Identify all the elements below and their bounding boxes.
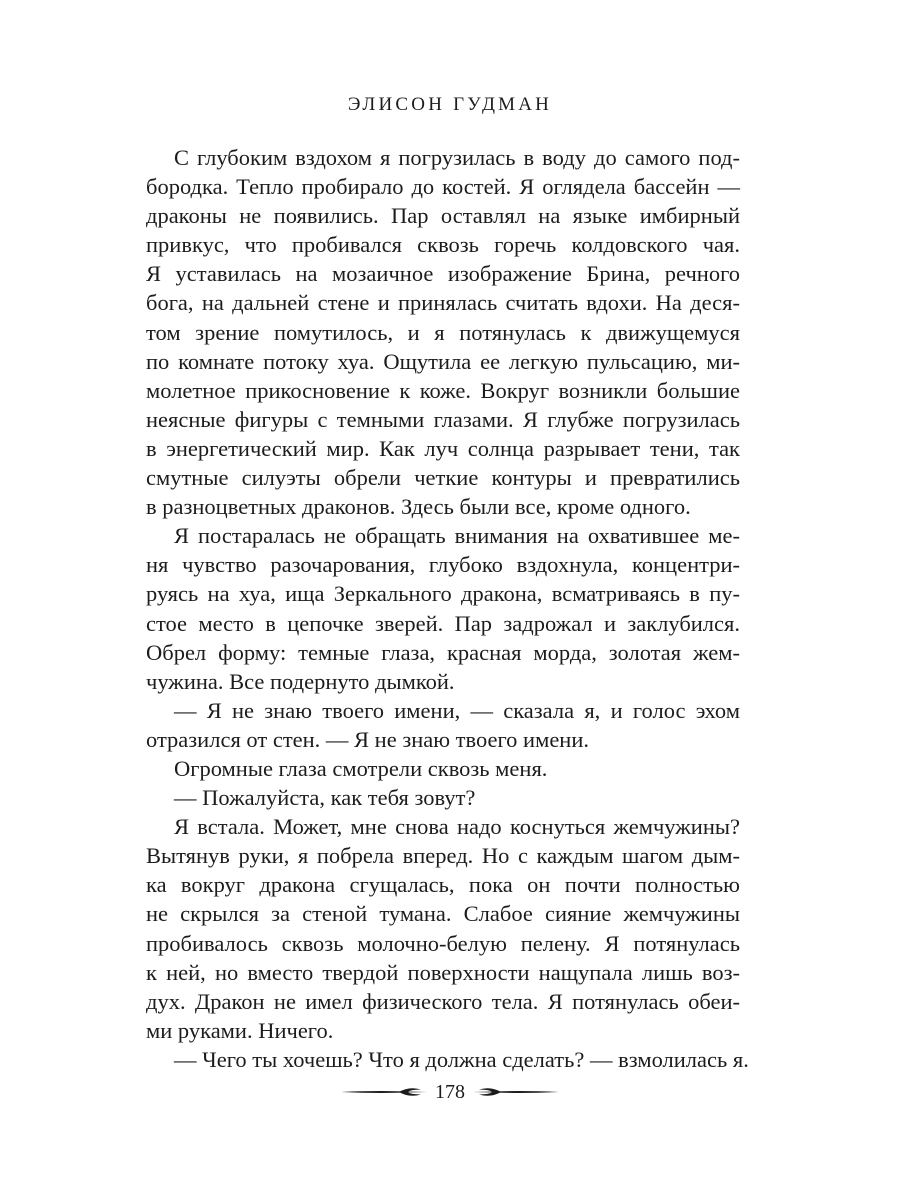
paragraph-6 — [146, 812, 740, 1045]
text-line: Я постаралась не обращать внимания на охватившее ме- — [174, 523, 740, 549]
text-line: руясь на хуа, ища Зеркального дракона, всматриваясь в пу- — [146, 581, 740, 607]
text-line: том зрение помутилось, и я потянулась к движущемуся — [146, 319, 740, 345]
text-line: Я встала. Может, мне снова надо коснуться жемчужины? — [174, 814, 740, 840]
paragraph-5 — [146, 783, 740, 812]
text-line: — Чего ты хочешь? Что я должна сделать? — взмолилась я. — [174, 1046, 749, 1072]
paragraph-2 — [146, 521, 740, 696]
text-line: в разноцветных драконов. Здесь были все, кроме одного. — [146, 494, 691, 520]
text-line: бородка. Тепло пробирало до костей. Я оглядела бассейн — — [146, 174, 740, 200]
text-line: молетное прикосновение к коже. Вокруг возникли большие — [146, 377, 740, 403]
right-flourish-ornament — [473, 1085, 559, 1099]
text-line: — Пожалуйста, как тебя зовут? — [174, 785, 476, 811]
text-line: пробивалось сквозь молочно-белую пелену. Я потянулась — [146, 930, 740, 956]
text-line: чужина. Все подернуто дымкой. — [146, 668, 455, 694]
text-line: драконы не появились. Пар оставлял на языке имбирный — [146, 203, 740, 229]
text-line: дух. Дракон не имел физического тела. Я потянулась обеи- — [146, 988, 740, 1014]
text-line: Вытянув руки, я побрела вперед. Но с каждым шагом дым- — [146, 843, 740, 869]
text-line: в энергетический мир. Как луч солнца разрывает тени, так — [146, 435, 740, 461]
paragraph-3 — [146, 696, 740, 754]
text-line: по комнате потоку хуа. Ощутила ее легкую пульсацию, ми- — [146, 348, 740, 374]
running-head: ЭЛИСОН ГУДМАН — [347, 94, 553, 115]
paragraph-4 — [146, 754, 740, 783]
page-number: 178 — [435, 1081, 465, 1103]
text-line: С глубоким вздохом я погрузилась в воду до самого под- — [174, 145, 740, 170]
text-line: не скрылся за стеной тумана. Слабое сияние жемчужины — [146, 901, 740, 927]
text-line: неясные фигуры с темными глазами. Я глубже погрузилась — [146, 406, 740, 432]
text-line: отразился от стен. — Я не знаю твоего имени. — [146, 726, 590, 752]
paragraph-7 — [146, 1045, 749, 1074]
left-flourish-ornament — [341, 1085, 427, 1099]
text-line: бога, на дальней стене и принялась считать вдохи. На деся- — [146, 290, 740, 316]
paragraph-1 — [146, 143, 740, 521]
text-line: к ней, но вместо твердой поверхности нащупала лишь воз- — [146, 959, 740, 985]
text-line: Обрел форму: темные глаза, красная морда, золотая жем- — [146, 639, 740, 665]
folio — [0, 1077, 900, 1107]
text-line: смутные силуэты обрели четкие контуры и превратились — [146, 465, 740, 491]
text-line: стое место в цепочке зверей. Пар задрожал и заклубился. — [146, 610, 740, 636]
text-line: ка вокруг дракона сгущалась, пока он почти полностью — [146, 872, 740, 898]
text-line: ня чувство разочарования, глубоко вздохнула, концентри- — [146, 552, 740, 578]
text-line: ми руками. Ничего. — [146, 1017, 334, 1043]
text-line: Я уставилась на мозаичное изображение Брина, речного — [146, 261, 740, 287]
body-text — [146, 143, 749, 1074]
text-line: Огромные глаза смотрели сквозь меня. — [174, 755, 548, 781]
text-line: привкус, что пробивался сквозь горечь колдовского чая. — [146, 232, 740, 258]
text-line: — Я не знаю твоего имени, — сказала я, и голос эхом — [174, 697, 740, 723]
